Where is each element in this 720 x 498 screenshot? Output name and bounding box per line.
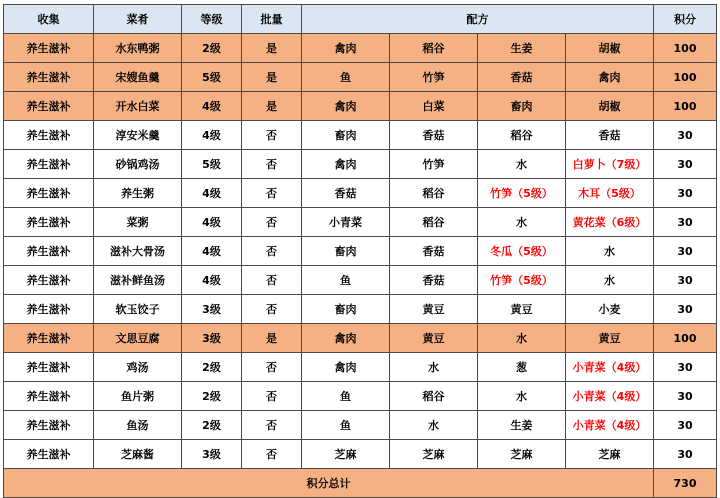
cell-points: 100 bbox=[654, 63, 717, 92]
cell-collect: 养生滋补 bbox=[4, 324, 94, 353]
cell-ingredient: 小麦 bbox=[566, 295, 654, 324]
cell-level: 4级 bbox=[182, 92, 242, 121]
cell-dish: 鸡汤 bbox=[94, 353, 182, 382]
cell-ingredient: 黄豆 bbox=[478, 295, 566, 324]
cell-level: 4级 bbox=[182, 237, 242, 266]
cell-level: 3级 bbox=[182, 295, 242, 324]
cell-points: 30 bbox=[654, 440, 717, 469]
cell-dish: 宋嫂鱼羹 bbox=[94, 63, 182, 92]
cell-ingredient: 竹笋 bbox=[390, 63, 478, 92]
cell-collect: 养生滋补 bbox=[4, 34, 94, 63]
cell-dish: 文思豆腐 bbox=[94, 324, 182, 353]
cell-collect: 养生滋补 bbox=[4, 440, 94, 469]
cell-dish: 滋补鲜鱼汤 bbox=[94, 266, 182, 295]
cell-level: 3级 bbox=[182, 440, 242, 469]
cell-ingredient: 黄豆 bbox=[390, 295, 478, 324]
table-row bbox=[4, 411, 717, 440]
cell-collect: 养生滋补 bbox=[4, 63, 94, 92]
cell-ingredient: 葱 bbox=[478, 353, 566, 382]
cell-points: 30 bbox=[654, 208, 717, 237]
cell-points: 100 bbox=[654, 34, 717, 63]
cell-ingredient: 竹笋 bbox=[390, 150, 478, 179]
cell-ingredient: 香菇 bbox=[302, 179, 390, 208]
cell-level: 5级 bbox=[182, 150, 242, 179]
cell-ingredient: 稻谷 bbox=[390, 34, 478, 63]
cell-dish: 砂锅鸡汤 bbox=[94, 150, 182, 179]
cell-ingredient: 稻谷 bbox=[390, 208, 478, 237]
cell-points: 30 bbox=[654, 150, 717, 179]
cell-collect: 养生滋补 bbox=[4, 150, 94, 179]
cell-points: 30 bbox=[654, 179, 717, 208]
table-row bbox=[4, 150, 717, 179]
table-row bbox=[4, 353, 717, 382]
cell-ingredient: 禽肉 bbox=[302, 353, 390, 382]
cell-dish: 鱼汤 bbox=[94, 411, 182, 440]
cell-ingredient: 冬瓜（5级） bbox=[478, 237, 566, 266]
cell-level: 4级 bbox=[182, 121, 242, 150]
cell-level: 2级 bbox=[182, 353, 242, 382]
cell-collect: 养生滋补 bbox=[4, 382, 94, 411]
cell-ingredient: 水 bbox=[478, 382, 566, 411]
cell-level: 3级 bbox=[182, 324, 242, 353]
cell-ingredient: 鱼 bbox=[302, 382, 390, 411]
header-points: 积分 bbox=[654, 5, 717, 34]
cell-ingredient: 稻谷 bbox=[390, 179, 478, 208]
table-row bbox=[4, 237, 717, 266]
header-recipe: 配方 bbox=[302, 5, 654, 34]
cell-ingredient: 芝麻 bbox=[390, 440, 478, 469]
table-row bbox=[4, 382, 717, 411]
table-row bbox=[4, 295, 717, 324]
cell-points: 30 bbox=[654, 411, 717, 440]
cell-ingredient: 白萝卜（7级） bbox=[566, 150, 654, 179]
cell-ingredient: 香菇 bbox=[478, 63, 566, 92]
header-level: 等级 bbox=[182, 5, 242, 34]
total-label: 积分总计 bbox=[4, 469, 654, 498]
cell-collect: 养生滋补 bbox=[4, 237, 94, 266]
cell-batch: 否 bbox=[242, 382, 302, 411]
cell-points: 30 bbox=[654, 295, 717, 324]
cell-ingredient: 禽肉 bbox=[302, 150, 390, 179]
cell-batch: 否 bbox=[242, 121, 302, 150]
total-row bbox=[4, 469, 717, 498]
cell-ingredient: 鱼 bbox=[302, 411, 390, 440]
cell-dish: 芝麻酱 bbox=[94, 440, 182, 469]
cell-ingredient: 白菜 bbox=[390, 92, 478, 121]
table-row bbox=[4, 208, 717, 237]
cell-ingredient: 生姜 bbox=[478, 411, 566, 440]
cell-ingredient: 畜肉 bbox=[302, 237, 390, 266]
cell-level: 4级 bbox=[182, 208, 242, 237]
cell-level: 4级 bbox=[182, 179, 242, 208]
table-row bbox=[4, 266, 717, 295]
cell-batch: 是 bbox=[242, 63, 302, 92]
cell-ingredient: 禽肉 bbox=[302, 34, 390, 63]
cell-ingredient: 禽肉 bbox=[302, 324, 390, 353]
cell-points: 100 bbox=[654, 92, 717, 121]
cell-dish: 滋补大骨汤 bbox=[94, 237, 182, 266]
cell-points: 30 bbox=[654, 382, 717, 411]
total-value: 730 bbox=[654, 469, 717, 498]
cell-ingredient: 小青菜（4级） bbox=[566, 382, 654, 411]
cell-batch: 是 bbox=[242, 34, 302, 63]
cell-ingredient: 禽肉 bbox=[566, 63, 654, 92]
cell-points: 30 bbox=[654, 237, 717, 266]
cell-ingredient: 小青菜（4级） bbox=[566, 411, 654, 440]
header-batch: 批量 bbox=[242, 5, 302, 34]
cell-ingredient: 水 bbox=[478, 208, 566, 237]
cell-level: 2级 bbox=[182, 34, 242, 63]
cell-points: 30 bbox=[654, 266, 717, 295]
cell-ingredient: 香菇 bbox=[390, 121, 478, 150]
header-collect: 收集 bbox=[4, 5, 94, 34]
cell-ingredient: 小青菜（4级） bbox=[566, 353, 654, 382]
cell-batch: 否 bbox=[242, 411, 302, 440]
cell-collect: 养生滋补 bbox=[4, 411, 94, 440]
cell-ingredient: 黄豆 bbox=[566, 324, 654, 353]
cell-ingredient: 胡椒 bbox=[566, 92, 654, 121]
cell-ingredient: 畜肉 bbox=[302, 295, 390, 324]
cell-collect: 养生滋补 bbox=[4, 295, 94, 324]
cell-ingredient: 水 bbox=[390, 411, 478, 440]
cell-ingredient: 畜肉 bbox=[302, 121, 390, 150]
cell-batch: 是 bbox=[242, 324, 302, 353]
cell-level: 2级 bbox=[182, 411, 242, 440]
cell-batch: 否 bbox=[242, 150, 302, 179]
cell-ingredient: 黄花菜（6级） bbox=[566, 208, 654, 237]
cell-ingredient: 芝麻 bbox=[302, 440, 390, 469]
cell-dish: 开水白菜 bbox=[94, 92, 182, 121]
cell-ingredient: 水 bbox=[478, 150, 566, 179]
cell-batch: 否 bbox=[242, 179, 302, 208]
cell-level: 4级 bbox=[182, 266, 242, 295]
cell-dish: 菜粥 bbox=[94, 208, 182, 237]
cell-dish: 软玉饺子 bbox=[94, 295, 182, 324]
cell-ingredient: 芝麻 bbox=[478, 440, 566, 469]
cell-batch: 否 bbox=[242, 295, 302, 324]
cell-ingredient: 生姜 bbox=[478, 34, 566, 63]
cell-batch: 否 bbox=[242, 440, 302, 469]
cell-points: 30 bbox=[654, 121, 717, 150]
cell-ingredient: 小青菜 bbox=[302, 208, 390, 237]
cell-collect: 养生滋补 bbox=[4, 121, 94, 150]
table-row bbox=[4, 121, 717, 150]
cell-ingredient: 畜肉 bbox=[478, 92, 566, 121]
cell-batch: 是 bbox=[242, 92, 302, 121]
cell-ingredient: 稻谷 bbox=[390, 382, 478, 411]
cell-batch: 否 bbox=[242, 266, 302, 295]
cell-level: 5级 bbox=[182, 63, 242, 92]
cell-ingredient: 鱼 bbox=[302, 266, 390, 295]
header-dish: 菜肴 bbox=[94, 5, 182, 34]
cell-dish: 鱼片粥 bbox=[94, 382, 182, 411]
cell-ingredient: 水 bbox=[478, 324, 566, 353]
header-row bbox=[4, 5, 717, 34]
cell-batch: 否 bbox=[242, 353, 302, 382]
cell-points: 100 bbox=[654, 324, 717, 353]
cell-dish: 养生粥 bbox=[94, 179, 182, 208]
cell-ingredient: 鱼 bbox=[302, 63, 390, 92]
cell-ingredient: 香菇 bbox=[566, 121, 654, 150]
cell-collect: 养生滋补 bbox=[4, 208, 94, 237]
cell-ingredient: 胡椒 bbox=[566, 34, 654, 63]
cell-points: 30 bbox=[654, 353, 717, 382]
cell-batch: 否 bbox=[242, 208, 302, 237]
cell-ingredient: 水 bbox=[566, 266, 654, 295]
cell-collect: 养生滋补 bbox=[4, 266, 94, 295]
recipe-table bbox=[3, 4, 717, 498]
cell-ingredient: 禽肉 bbox=[302, 92, 390, 121]
table-row bbox=[4, 179, 717, 208]
cell-batch: 否 bbox=[242, 237, 302, 266]
cell-ingredient: 香菇 bbox=[390, 237, 478, 266]
cell-ingredient: 水 bbox=[566, 237, 654, 266]
table-row bbox=[4, 34, 717, 63]
table-body bbox=[4, 34, 717, 469]
cell-level: 2级 bbox=[182, 382, 242, 411]
cell-ingredient: 黄豆 bbox=[390, 324, 478, 353]
table-row bbox=[4, 324, 717, 353]
cell-collect: 养生滋补 bbox=[4, 92, 94, 121]
cell-ingredient: 香菇 bbox=[390, 266, 478, 295]
table-row bbox=[4, 440, 717, 469]
cell-ingredient: 竹笋（5级） bbox=[478, 179, 566, 208]
cell-collect: 养生滋补 bbox=[4, 353, 94, 382]
cell-ingredient: 水 bbox=[390, 353, 478, 382]
cell-ingredient: 芝麻 bbox=[566, 440, 654, 469]
cell-ingredient: 稻谷 bbox=[478, 121, 566, 150]
table-row bbox=[4, 63, 717, 92]
cell-dish: 水东鸭粥 bbox=[94, 34, 182, 63]
table-row bbox=[4, 92, 717, 121]
cell-dish: 淳安米羹 bbox=[94, 121, 182, 150]
cell-ingredient: 竹笋（5级） bbox=[478, 266, 566, 295]
cell-collect: 养生滋补 bbox=[4, 179, 94, 208]
cell-ingredient: 木耳（5级） bbox=[566, 179, 654, 208]
